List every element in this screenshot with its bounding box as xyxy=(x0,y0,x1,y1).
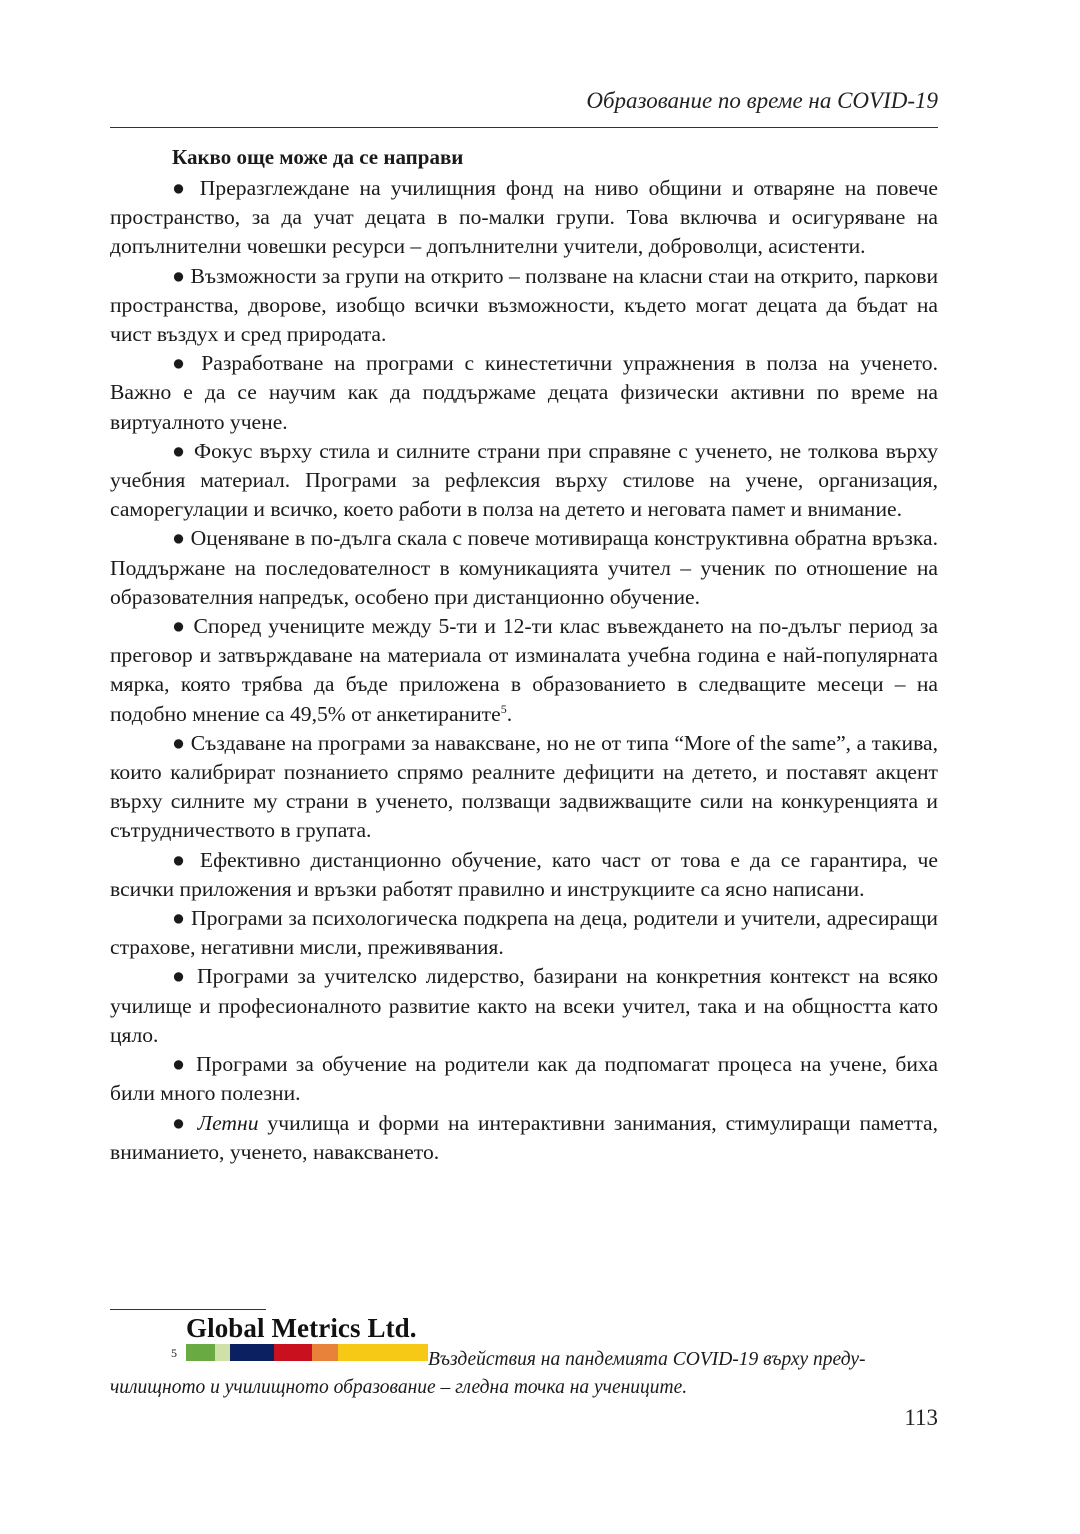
paragraph-text: училища и форми на интерактивни занимания, стимулиращи паметта, вниманието, ученето, наваксването. xyxy=(110,1110,938,1164)
footnote-reference[interactable]: 5 xyxy=(500,701,507,716)
paragraph: ● Програми за психологическа подкрепа на деца, родители и учители, адресиращи страхове, негативни мисли, преживявания. xyxy=(110,906,938,960)
paragraph: ● Програми за обучение на родители как да подпомагат процеса на учене, биха били много полезни. xyxy=(110,1052,938,1106)
paragraph: ● Създаване на програми за наваксване, но не от типа “More of the same”, а такива, които калибрират познанието спрямо реалните дефицити на детето, и поставят акцент върху силните му страни в ученето, ползващи задвижващите сили на конкуренцията и сътрудничеството в групата. xyxy=(110,730,938,843)
italic-lead: Летни xyxy=(197,1110,259,1135)
page-number: 113 xyxy=(904,1405,938,1430)
paragraph-text: ● Според учениците между 5-ти и 12-ти клас въвеждането на по-дълъг период за преговор и затвърждаване на материала от изминалата учебна година е най-популярната мярка, която трябва да бъде приложена в образованието в следващите месеци – на подобно мнение са 49,5% от анкетираните xyxy=(110,614,938,726)
body-text xyxy=(110,140,938,1167)
running-header: Образование по време на COVID-19 xyxy=(586,88,938,113)
footnote-rule xyxy=(110,1309,266,1310)
footnote-number: 5 xyxy=(171,1346,177,1360)
paragraph-end: . xyxy=(506,701,513,726)
paragraph: ● Оценяване в по-дълга скала с повече мотивираща конструктивна обратна връзка. Поддържане на последователност в комуникацията учител – ученик по отношение на образователния напредък, особено при дистанционно обучение. xyxy=(110,526,938,609)
paragraph: ● Разработване на програми с кинестетични упражнения в полза на ученето. Важно е да се научим как да поддържаме децата физически активни по време на виртуалното учене. xyxy=(110,351,938,434)
paragraph: ● Възможности за групи на открито – ползване на класни стаи на открито, паркови пространства, дворове, изобщо всички възможности, където могат децата да бъдат на чист въздух и сред природата. xyxy=(110,263,938,347)
section-title: Какво още може да се направи xyxy=(172,145,464,169)
footnote-text: Въздействия на пандемията COVID-19 върху предучилищното и училищното образование – гледна точка на учениците. xyxy=(110,1349,866,1398)
paragraph: ● Преразглеждане на училищния фонд на ниво общини и отваряне на повече пространство, за да учат децата в по-малки групи. Това включва и осигуряване на допълнителни човешки ресурси – допълнителни учители, доброволци, асистенти. xyxy=(110,176,938,259)
paragraph: ● Програми за учителско лидерство, базирани на конкретния контекст на всяко училище и професионалното развитие както на всеки учител, така и на общността като цяло. xyxy=(110,964,938,1047)
paragraph: ● Ефективно дистанционно обучение, като част от това е да се гарантира, че всички приложения и връзки работят правилно и инструкциите са ясно написани. xyxy=(110,847,938,901)
paragraph-last xyxy=(110,1109,938,1167)
bullet: ● xyxy=(172,1110,189,1135)
paragraph: ● Фокус върху стила и силните страни при справяне с ученето, не толкова върху учебния материал. Програми за рефлексия върху стилове на учене, организация, саморегулации и всичко, което работи в полза на детето и неговата памет и внимание. xyxy=(110,438,938,522)
watermark-logo-text: Global Metrics Ltd. xyxy=(186,1313,417,1343)
header-rule xyxy=(110,127,938,128)
paragraph-with-footnote xyxy=(110,612,938,729)
